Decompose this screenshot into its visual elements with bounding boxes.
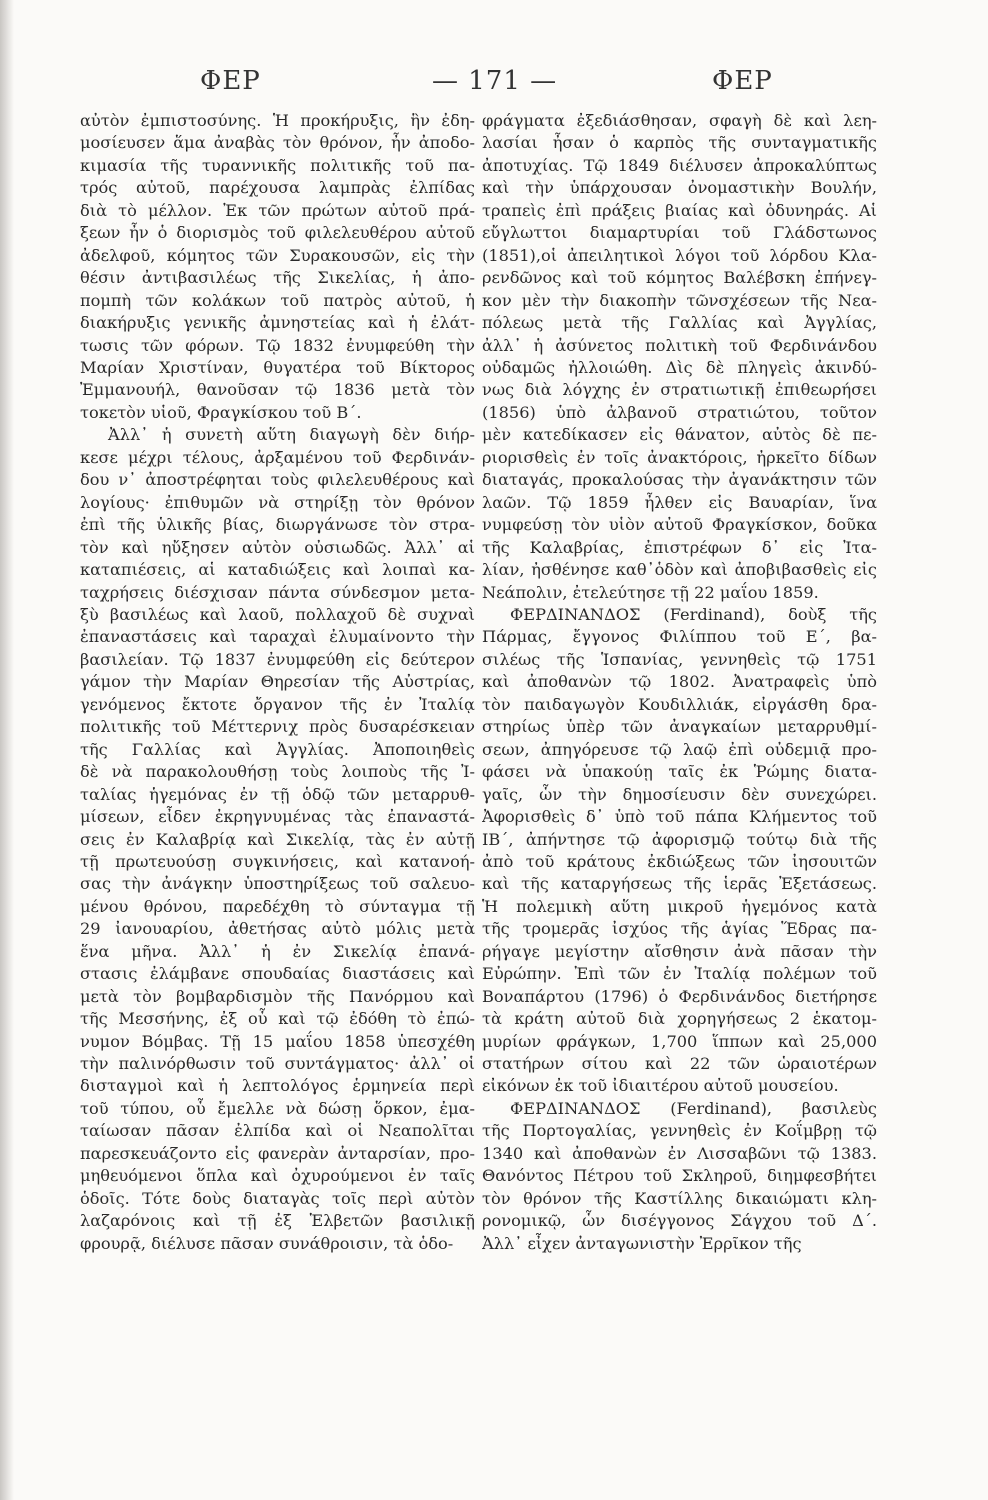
text-line: νως διὰ λόγχης ἐν στρατιωτικῇ ἐπιθεωρήσει <box>482 380 877 400</box>
text-line: τραπεὶς ἐπὶ πράξεις βιαίας καὶ ὀδυνηράς. Αἱ <box>482 200 877 220</box>
text-line: βασιλείαν. Τῷ 1837 ἐνυμφεύθη εἰς δεύτερον <box>80 649 475 669</box>
text-line: μετὰ τὸν βομβαρδισμὸν τῆς Πανόρμου καὶ <box>80 986 475 1006</box>
text-line: κον μὲν τὴν διακοπὴν τῶνσχέσεων τῆς Νεα- <box>482 290 877 310</box>
text-line: τρός αὐτοῦ, παρέχουσα λαμπρὰς ἐλπίδας <box>80 178 475 198</box>
text-line: ξεων ἦν ὁ διορισμὸς τοῦ φιλελευθέρου αὐτοῦ <box>80 223 475 243</box>
text-line: ΦΕΡΔΙΝΑΝΔΟΣ (Ferdinand), βασιλεὺς <box>510 1098 877 1118</box>
text-line: μίσεων, εἶδεν ἐκρηγνυμένας τὰς ἐπαναστά- <box>80 807 475 827</box>
text-line: σεων, ἀπηγόρευσε τῷ λαῷ ἐπὶ οὐδεμιᾷ προ- <box>482 739 877 759</box>
text-line: τὴν παλινόρθωσιν τοῦ συντάγματος· ἀλλ᾽ οἱ <box>80 1054 475 1074</box>
text-line: λογίους· ἐπιθυμῶν νὰ στηρίξῃ τὸν θρόνον <box>80 492 475 512</box>
header-left-keyword: ΦΕΡ <box>200 66 261 96</box>
text-line: ὁδοῖς. Τότε δοὺς διαταγὰς τοῖς περὶ αὐτὸν <box>80 1188 475 1208</box>
text-line: 1340 καὶ ἀποθανὼν ἐν Λισσαβῶνι τῷ 1383. <box>482 1143 877 1163</box>
text-line: 29 ἰανουαρίου, ἀθετήσας αὐτὸ μόλις μετὰ <box>80 919 475 939</box>
text-line: μὲν κατεδίκασεν εἰς θάνατον, αὐτὸς δὲ πε- <box>482 425 877 445</box>
text-line: κιμασία τῆς τυραννικῆς πολιτικῆς τοῦ πα- <box>80 155 475 175</box>
text-line: εὔγλωττοι διαμαρτυρίαι τοῦ Γλάδστωνος <box>482 223 877 243</box>
text-line: τωσις τῶν φόρων. Τῷ 1832 ἐνυμφεύθη τὴν <box>80 335 475 355</box>
text-line: λίαν, ἠσθένησε καθ᾽ὁδὸν καὶ ἀποβιβασθεὶς εἰς <box>482 560 877 580</box>
text-line: τὸν καὶ ηὔξησεν αὐτὸν οὐσιωδῶς. Ἀλλ᾽ αἱ <box>80 537 475 557</box>
text-line: δισταγμοὶ καὶ ἡ λεπτολόγος ἑρμηνεία περὶ <box>80 1076 475 1096</box>
page-edge-shadow <box>0 0 14 1500</box>
text-line: πομπὴ τῶν κολάκων τοῦ πατρὸς αὐτοῦ, ἡ <box>80 290 475 310</box>
text-line: καταπιέσεις, αἱ καταδιώξεις καὶ λοιπαὶ κα- <box>80 560 475 580</box>
text-line: παρεσκευάζοντο εἰς φανερὰν ἀνταρσίαν, προ- <box>80 1143 475 1163</box>
text-line: καὶ τῆς καταργήσεως τῆς ἱερᾶς Ἐξετάσεως. <box>482 874 877 894</box>
text-line: Μαρίαν Χριστίναν, θυγατέρα τοῦ Βίκτορος <box>80 357 475 377</box>
text-line: τῆς Μεσσήνης, ἐξ οὗ καὶ τῷ ἐδόθη τὸ ἐπώ- <box>80 1009 475 1029</box>
text-line: στατήρων σίτου καὶ 22 τῶν ὡραιοτέρων <box>482 1054 877 1074</box>
text-line: ρενδῶνος καὶ τοῦ κόμητος Βαλέβσκη ἐπήνεγ- <box>482 268 877 288</box>
text-line: γαῖς, ὧν τὴν δημοσίευσιν δὲν συνεχώρει. <box>482 784 877 804</box>
text-line: ΦΕΡΔΙΝΑΝΔΟΣ (Ferdinand), δοὺξ τῆς <box>510 604 877 624</box>
text-line: ἀπὸ τοῦ κράτους ἐκδιώξεως τῶν ἰησουιτῶν <box>482 851 877 871</box>
text-line: ριορισθεὶς ἐν τοῖς ἀνακτόροις, ἠρκεῖτο δίδων <box>482 447 877 467</box>
text-line: τὸν παιδαγωγὸν Κουδιλλιάκ, εἰργάσθη δρα- <box>482 694 877 714</box>
text-line: διὰ τὸ μέλλον. Ἐκ τῶν πρώτων αὐτοῦ πρά- <box>80 200 475 220</box>
header-right-keyword: ΦΕΡ <box>712 66 773 96</box>
text-line: μένου θρόνου, παρεδέχθη τὸ σύνταγμα τῇ <box>80 896 475 916</box>
text-line: λαῶν. Τῷ 1859 ἦλθεν εἰς Βαυαρίαν, ἵνα <box>482 492 877 512</box>
text-line: σιλέως τῆς Ἱσπανίας, γεννηθεὶς τῷ 1751 <box>482 649 877 669</box>
text-line: (1856) ὑπὸ ἀλβανοῦ στρατιώτου, τοῦτον <box>482 402 877 422</box>
right-text-column <box>482 110 877 1255</box>
text-line: τὰ κράτη αὐτοῦ διὰ χορηγήσεως 2 ἑκατομ- <box>482 1009 877 1029</box>
text-line: τῆς τρομερᾶς ἰσχύος τῆς ἁγίας Ἕδρας πα- <box>482 919 877 939</box>
text-line: σεις ἐν Καλαβρίᾳ καὶ Σικελίᾳ, τὰς ἐν αὐτῇ <box>80 829 475 849</box>
text-line: θέσιν ἀντιβασιλέως τῆς Σικελίας, ἡ ἀπο- <box>80 268 475 288</box>
text-line: ρήγαγε μεγίστην αἴσθησιν ἀνὰ πᾶσαν τὴν <box>482 941 877 961</box>
text-line: φράγματα ἐξεδιάσθησαν, σφαγὴ δὲ καὶ λεη- <box>482 111 877 130</box>
text-line: γενόμενος ἔκτοτε ὄργανον τῆς ἐν Ἰταλίᾳ <box>80 694 475 714</box>
text-line: ἀλλ᾽ ἡ ἀσύνετος πολιτικὴ τοῦ Φερδινάνδου <box>482 335 877 355</box>
text-line: τῆς Καλαβρίας, ἐπιστρέφων δ᾽ εἰς Ἰτα- <box>482 537 877 557</box>
text-line: ξὺ βασιλέως καὶ λαοῦ, πολλαχοῦ δὲ συχναὶ <box>80 604 475 624</box>
text-line: ἐπαναστάσεις καὶ ταραχαὶ ἐλυμαίνοντο τὴν <box>80 627 475 647</box>
text-line: Ἀλλ᾽ ἡ συνετὴ αὕτη διαγωγὴ δὲν διήρ- <box>108 425 475 445</box>
text-line: Ἀφορισθεὶς δ᾽ ὑπὸ τοῦ πάπα Κλήμεντος τοῦ <box>482 807 877 827</box>
text-line: εἰκόνων ἐκ τοῦ ἰδιαιτέρου αὐτοῦ μουσείου. <box>482 1076 839 1096</box>
text-line: ἀποτυχίας. Τῷ 1849 διέλυσεν ἀπροκαλύπτως <box>482 155 877 175</box>
text-line: Νεάπολιν, ἐτελεύτησε τῇ 22 μαΐου 1859. <box>482 582 819 602</box>
text-line: φρουρᾷ, διέλυσε πᾶσαν συνάθροισιν, τὰ ὁδο- <box>80 1233 454 1253</box>
text-line: Ἀλλ᾽ εἶχεν ἀνταγωνιστὴν Ἐρρῖκον τῆς <box>482 1233 802 1253</box>
text-line: στασις ἐλάμβανε σπουδαίας διαστάσεις καὶ <box>80 964 475 984</box>
text-line: ἕνα μῆνα. Ἀλλ᾽ ἡ ἐν Σικελίᾳ ἐπανά- <box>80 941 475 961</box>
text-line: τοκετὸν υἱοῦ, Φραγκίσκου τοῦ Β΄. <box>80 402 362 422</box>
text-line: πόλεως μετὰ τῆς Γαλλίας καὶ Ἀγγλίας, <box>482 313 877 333</box>
page-header <box>0 66 988 106</box>
text-line: ρονομικῷ, ὧν δισέγγονος Σάγχου τοῦ Δ΄. <box>482 1211 877 1231</box>
text-line: (1851),οἱ ἀπειλητικοὶ λόγοι τοῦ λόρδου Κλα- <box>482 245 877 265</box>
text-line: στηρίως ὑπὲρ τῶν ἀναγκαίων μεταρρυθμί- <box>482 717 877 737</box>
text-line: νυμφεύσῃ τὸν υἱὸν αὐτοῦ Φραγκίσκον, δοῦκα <box>482 515 877 535</box>
text-line: Ἐμμανουήλ, θανοῦσαν τῷ 1836 μετὰ τὸν <box>80 380 475 400</box>
text-line: Εὐρώπην. Ἐπὶ τῶν ἐν Ἰταλίᾳ πολέμων τοῦ <box>482 964 877 984</box>
text-line: διαταγάς, προκαλούσας τὴν ἀγανάκτησιν τῶν <box>482 470 877 490</box>
text-line: διακήρυξις γενικῆς ἀμνηστείας καὶ ἡ ἐλάτ- <box>80 313 475 333</box>
text-line: ΙΒ΄, ἀπήντησε τῷ ἀφορισμῷ τούτῳ διὰ τῆς <box>482 829 877 849</box>
text-line: νυμον Βόμβας. Τῇ 15 μαΐου 1858 ὑπεσχέθη <box>80 1031 475 1051</box>
text-line: πολιτικῆς τοῦ Μέττερνιχ πρὸς δυσαρέσκειαν <box>80 717 475 737</box>
text-line: ταλίας ἡγεμόνας ἐν τῇ ὁδῷ τῶν μεταρρυθ- <box>80 784 475 804</box>
text-line: οὐδαμῶς ἠλλοιώθη. Δὶς δὲ πληγεὶς ἀκινδύ- <box>482 357 877 377</box>
text-line: δὲ νὰ παρακολουθήσῃ τοὺς λοιποὺς τῆς Ἰ- <box>80 762 475 782</box>
text-line: τῇ πρωτευούσῃ συγκινήσεις, καὶ κατανοή- <box>80 851 475 871</box>
text-line: Ἡ πολεμικὴ αὕτη μικροῦ ἡγεμόνος κατὰ <box>482 896 877 916</box>
text-line: τὸν θρόνον τῆς Καστίλλης δικαιώματι κλη- <box>482 1188 877 1208</box>
text-line: Πάρμας, ἔγγονος Φιλίππου τοῦ Ε΄, βα- <box>482 627 877 647</box>
text-line: καὶ ἀποθανὼν τῷ 1802. Ἀνατραφεὶς ὑπὸ <box>482 672 877 692</box>
text-line: σας τὴν ἀνάγκην ὑποστηρίξεως τοῦ σαλευο- <box>80 874 475 894</box>
text-line: Θανόντος Πέτρου τοῦ Σκληροῦ, διημφεσβήτει <box>482 1166 877 1186</box>
text-line: Βοναπάρτου (1796) ὁ Φερδινάνδος διετήρησε <box>482 986 877 1006</box>
text-line: φάσει νὰ ὑπακούῃ ταῖς ἐκ Ῥώμης διατα- <box>482 762 877 782</box>
text-line: μυρίων φράγκων, 1,700 ἵππων καὶ 25,000 <box>482 1031 877 1051</box>
text-line: ἐπὶ τῆς ὑλικῆς βίας, διωργάνωσε τὸν στρα- <box>80 515 475 535</box>
text-line: μοσίευσεν ἅμα ἀναβὰς τὸν θρόνον, ἦν ἀποδο- <box>80 133 475 153</box>
text-line: καὶ τὴν ὑπάρχουσαν ὀνομαστικὴν Βουλήν, <box>482 178 877 198</box>
text-line: κεσε μέχρι τέλους, ἀρξαμένου τοῦ Φερδινάν- <box>80 447 475 467</box>
text-line: τοῦ τύπου, οὗ ἔμελλε νὰ δώσῃ ὅρκον, ἐμα- <box>80 1098 475 1118</box>
text-line: τῆς Πορτογαλίας, γεννηθεὶς ἐν Κοΐμβρῃ τῷ <box>482 1121 877 1141</box>
text-line: δου ν᾽ ἀποστρέφηται τοὺς φιλελευθέρους καὶ <box>80 470 475 490</box>
text-line: λαζαρόνοις καὶ τῇ ἐξ Ἑλβετῶν βασιλικῇ <box>80 1211 475 1231</box>
text-line: τῆς Γαλλίας καὶ Ἀγγλίας. Ἀποποιηθεὶς <box>80 739 475 759</box>
text-line: αὐτὸν ἐμπιστοσύνης. Ἡ προκήρυξις, ἣν ἐδη- <box>80 111 475 130</box>
text-line: γάμον τὴν Μαρίαν Θηρεσίαν τῆς Αὐστρίας, <box>80 672 475 692</box>
text-line: μηθευόμενοι ὅπλα καὶ ὀχυρούμενοι ἐν ταῖς <box>80 1166 475 1186</box>
text-line: λασίαι ἦσαν ὁ καρπὸς τῆς συνταγματικῆς <box>482 133 877 153</box>
text-line: ἀδελφοῦ, κόμητος τῶν Συρακουσῶν, εἰς τὴν <box>80 245 475 265</box>
page-number: — 171 — <box>432 66 558 96</box>
text-line: ταχρήσεις διέσχισαν πάντα σύνδεσμον μετα- <box>80 582 475 602</box>
text-line: ταίωσαν πᾶσαν ἐλπίδα καὶ οἱ Νεαπολῖται <box>80 1121 475 1141</box>
left-text-column <box>80 110 475 1255</box>
